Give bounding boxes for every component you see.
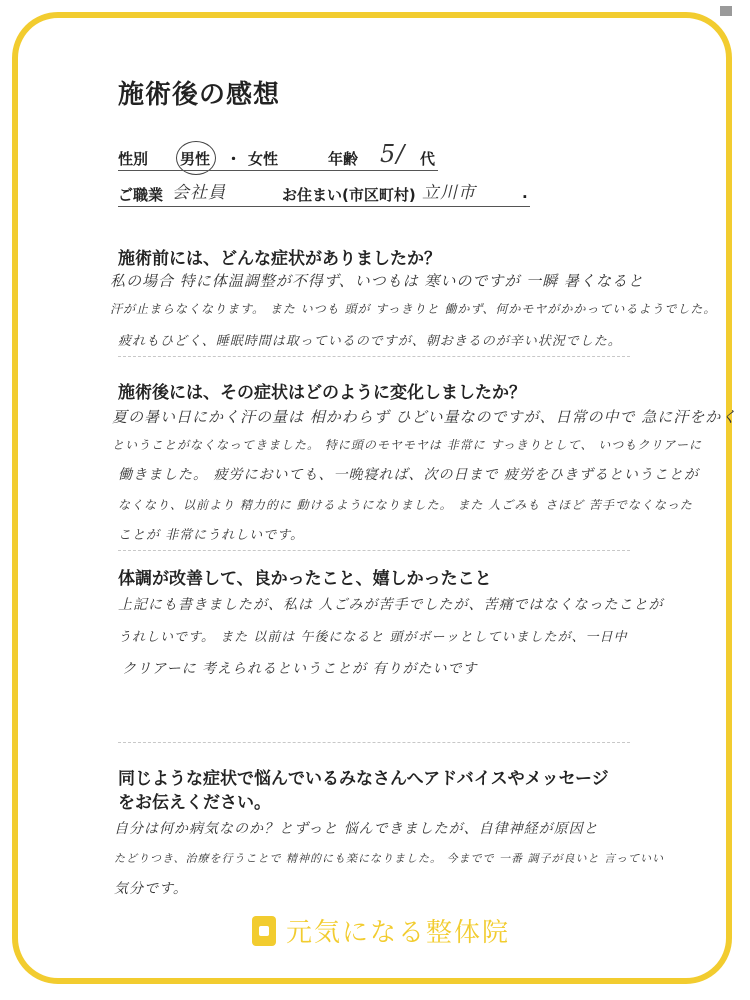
section-heading-message: 同じような症状で悩んでいるみなさんへアドバイスやメッセージ xyxy=(118,769,609,789)
job-value: 会社員 xyxy=(172,183,226,203)
gender-age-underline xyxy=(118,170,438,171)
page-title: 施術後の感想 xyxy=(118,80,281,110)
job-residence-underline xyxy=(118,206,530,207)
gender-female: 女性 xyxy=(248,150,279,168)
corner-mark xyxy=(720,6,732,16)
section-message-line: たどりつき、治療を行うことで 精神的にも楽になりました。 今までで 一番 調子が良いと 言っていい xyxy=(114,852,665,865)
section-before-line: 私の場合 特に体温調整が不得ず、いつもは 寒いのですが 一瞬 暑くなると xyxy=(110,272,644,290)
residence-end: . xyxy=(522,184,528,202)
section-message-line: 自分は何か病気なのか？とずっと 悩んできましたが、自律神経が原因と xyxy=(114,821,599,837)
gender-male: 男性 xyxy=(180,150,211,168)
section-improved-line: クリアーに 考えられるということが 有りがたいです xyxy=(122,661,478,677)
section-improved-line: うれしいです。 また 以前は 午後になると 頭がボーッとしていましたが、一日中 xyxy=(118,630,628,645)
section-improved-line: 上記にも書きましたが、私は 人ごみが苦手でしたが、苦痛ではなくなったことが xyxy=(118,597,664,613)
divider xyxy=(118,742,630,743)
section-after-line: なくなり、以前より 精力的に 動けるようになりました。 また 人ごみも さほど 苦手でなくなった xyxy=(118,498,693,512)
section-heading-improved: 体調が改善して、良かったこと、嬉しかったこと xyxy=(118,569,492,589)
divider xyxy=(118,356,630,357)
section-before-line: 汗が止まらなくなります。 また いつも 頭が すっきりと 働かず、何かモヤがかかっているようでした。 xyxy=(110,302,717,316)
section-after-line: 夏の暑い日にかく汗の量は 相かわらず ひどい量なのですが、日常の中で 急に汗をかく xyxy=(112,408,738,426)
section-heading-after: 施術後には、その症状はどのように変化しましたか？ xyxy=(118,383,526,403)
residence-value: 立川市 xyxy=(422,183,476,203)
section-before-line: 疲れもひどく、睡眠時間は取っているのですが、朝おきるのが辛い状況でした。 xyxy=(118,334,622,349)
section-after-line: 働きました。 疲労においても、一晩寝れば、次の日まで 疲労をひきずるということが xyxy=(118,467,699,483)
section-after-line: ことが 非常にうれしいです。 xyxy=(118,528,305,543)
section-heading-before: 施術前には、どんな症状がありましたか？ xyxy=(118,249,441,269)
age-value: 5/ xyxy=(380,140,406,168)
section-message-line: 気分です。 xyxy=(114,881,188,897)
clinic-logo xyxy=(252,912,510,949)
age-label: 年齢 xyxy=(328,150,359,168)
residence-label: お住まい(市区町村) xyxy=(282,186,416,204)
section-heading-message-cont: をお伝えください。 xyxy=(118,793,271,813)
age-unit: 代 xyxy=(420,150,436,168)
clinic-logo-icon xyxy=(252,916,276,946)
job-label: ご職業 xyxy=(118,186,164,204)
clinic-name: 元気になる整体院 xyxy=(286,918,511,948)
gender-separator: ・ xyxy=(226,150,242,168)
gender-label: 性別 xyxy=(118,150,149,168)
section-after-line: ということがなくなってきました。 特に頭のモヤモヤは 非常に すっきりとして、 いつもクリアーに xyxy=(112,438,702,452)
divider xyxy=(118,550,630,551)
